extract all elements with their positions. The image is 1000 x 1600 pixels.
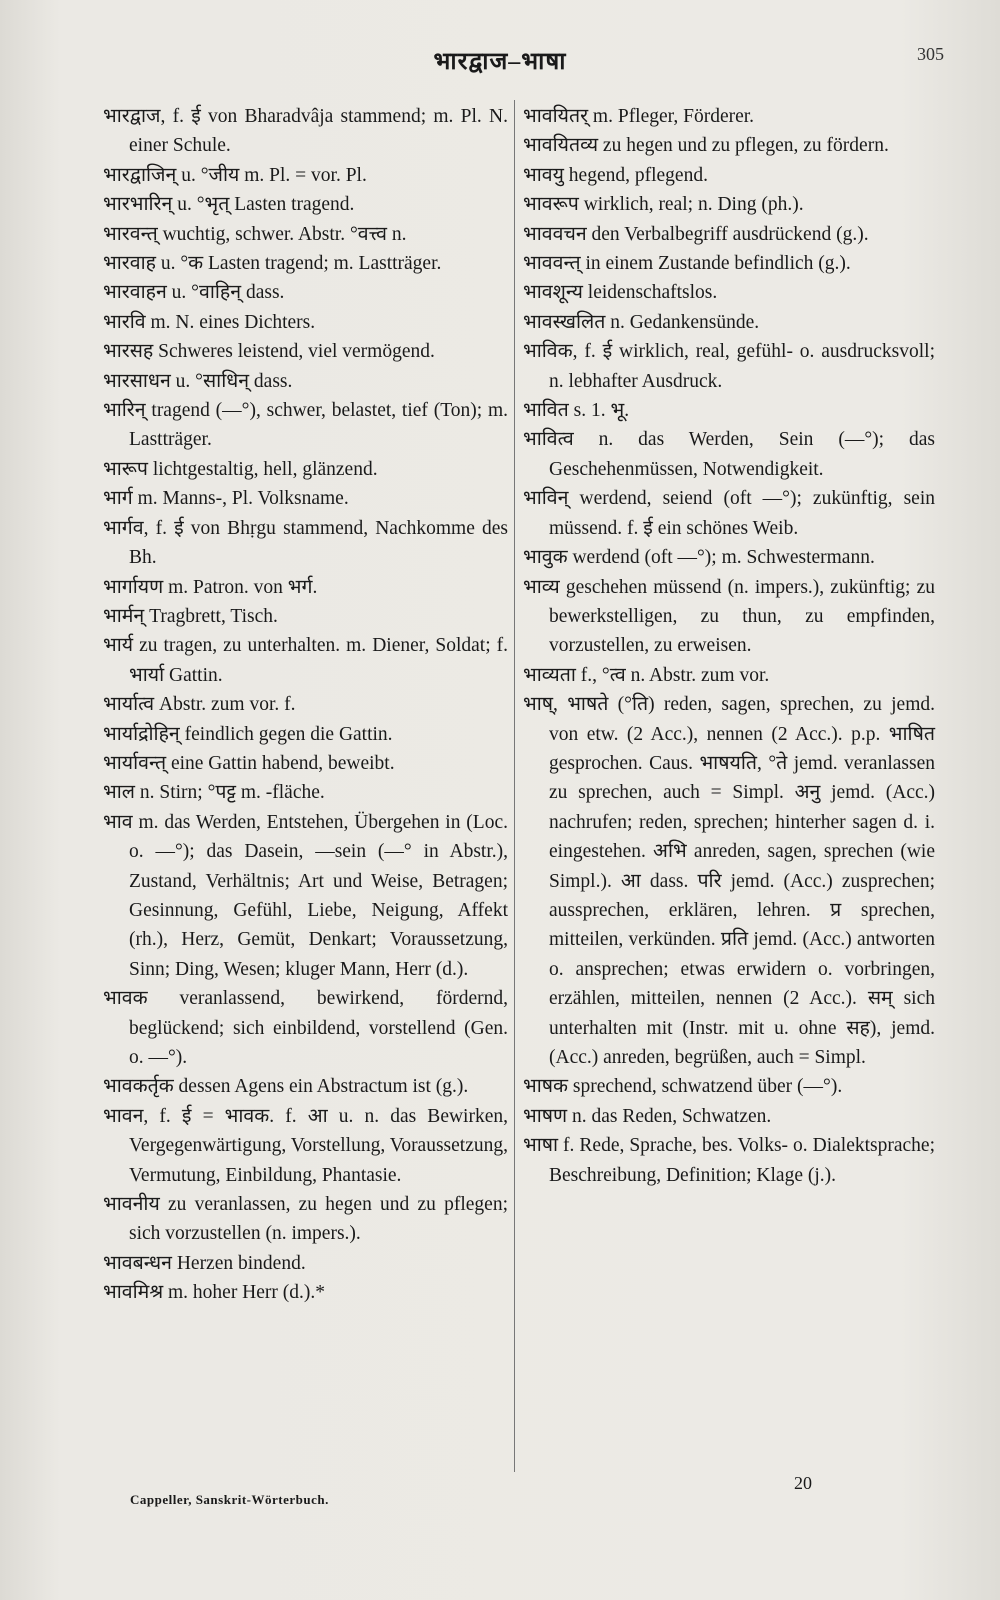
entry-text: भाव m. das Werden, Entstehen, Übergehen in (Loc. o. —°); das Dasein, —sein (—° in Abstr.), Zustand, Verhältnis; Art und Weise, Betragen; Gesinnung, Gefühl, Liebe, Neigung, Affekt (rh.), Herz, Gemüt, Denkart; Voraussetzung, Sinn; Ding, Wesen; kluger Mann, Herr (d.).	[103, 811, 508, 980]
dictionary-entry	[523, 484, 935, 543]
entry-text: भावित्व n. das Werden, Sein (—°); das Geschehenmüssen, Notwendigkeit.	[523, 429, 935, 480]
entry-text: भावन, f. ई = भावक. f. आ u. n. das Bewirken, Vergegenwärtigung, Vorstellung, Voraussetzung, Vermutung, Einbildung, Phantasie.	[103, 1105, 508, 1186]
entry-text: भावरूप wirklich, real; n. Ding (ph.).	[523, 194, 804, 216]
entry-text: भावुक werdend (oft —°); m. Schwestermann.	[523, 547, 875, 569]
dictionary-entry	[103, 367, 508, 396]
publisher-footer: Cappeller, Sanskrit-Wörterbuch.	[130, 1492, 329, 1507]
dictionary-entry	[523, 337, 935, 396]
entry-text: भावकर्तृक dessen Agens ein Abstractum ist (g.).	[103, 1076, 469, 1098]
entry-text: भावयितव्य zu hegen und zu pflegen, zu fördern.	[523, 135, 889, 157]
entry-text: भार्याद्रोहिन् feindlich gegen die Gattin.	[103, 723, 393, 745]
entry-text: भाव्यता f., °त्व n. Abstr. zum vor.	[523, 664, 770, 686]
dictionary-entry	[523, 249, 935, 278]
dictionary-entry	[103, 808, 508, 984]
dictionary-entry	[103, 102, 508, 161]
dictionary-entry	[103, 1278, 508, 1307]
dictionary-entry	[523, 102, 935, 131]
entry-text: भाल n. Stirn; °पट्ट m. -fläche.	[103, 782, 325, 804]
entry-text: भार्गव, f. ई von Bhṛgu stammend, Nachkomme des Bh.	[103, 517, 508, 569]
dictionary-entry	[103, 984, 508, 1072]
entry-text: भार्यात्व Abstr. zum vor. f.	[103, 694, 296, 716]
dictionary-entry	[523, 278, 935, 307]
dictionary-entry	[523, 1072, 935, 1101]
dictionary-entry	[103, 220, 508, 249]
dictionary-entry	[523, 308, 935, 337]
dictionary-entry	[103, 455, 508, 484]
entry-text: भावमिश्र m. hoher Herr (d.).*	[103, 1282, 326, 1304]
page-header-title: भारद्वाज–भाषा	[433, 49, 567, 75]
right-column	[523, 102, 935, 1190]
dictionary-entry	[523, 661, 935, 690]
entry-text: भावबन्धन Herzen bindend.	[103, 1252, 306, 1274]
entry-text: भार्यावन्त् eine Gattin habend, beweibt.	[103, 752, 395, 774]
dictionary-entry	[523, 220, 935, 249]
dictionary-entry	[523, 131, 935, 160]
dictionary-entry	[103, 249, 508, 278]
dictionary-entry	[523, 396, 935, 425]
entry-text: भावित s. 1. भू.	[523, 400, 630, 422]
dictionary-entry	[523, 1131, 935, 1190]
entry-text: भारिन् tragend (—°), schwer, belastet, tief (Ton); m. Lastträger.	[103, 400, 508, 451]
dictionary-entry	[103, 631, 508, 690]
dictionary-entry	[103, 1190, 508, 1249]
dictionary-entry	[103, 190, 508, 219]
dictionary-entry	[523, 190, 935, 219]
dictionary-entry	[103, 1249, 508, 1278]
left-column	[103, 102, 508, 1308]
dictionary-entry	[103, 308, 508, 337]
dictionary-entry	[103, 749, 508, 778]
entry-text: भारद्वाज, f. ई von Bharadvâja stammend; m. Pl. N. einer Schule.	[103, 106, 508, 157]
dictionary-entry	[523, 690, 935, 1072]
dictionary-entry	[523, 573, 935, 661]
entry-text: भावयितर् m. Pfleger, Förderer.	[523, 106, 755, 127]
dictionary-entry	[103, 602, 508, 631]
dictionary-entry	[103, 396, 508, 455]
dictionary-entry	[103, 161, 508, 190]
entry-text: भाषा f. Rede, Sprache, bes. Volks- o. Dialektsprache; Beschreibung, Definition; Klage (j.).	[523, 1135, 935, 1186]
entry-text: भाविक, f. ई wirklich, real, gefühl- o. ausdrucksvoll; n. lebhafter Ausdruck.	[523, 341, 935, 392]
dictionary-entry	[523, 425, 935, 484]
dictionary-entry	[523, 1102, 935, 1131]
entry-text: भार्य zu tragen, zu unterhalten. m. Diener, Soldat; f. भार्या Gattin.	[103, 635, 508, 686]
dictionary-entry	[103, 278, 508, 307]
dictionary-entry	[103, 573, 508, 602]
entry-text: भारसाधन u. °साधिन् dass.	[103, 370, 293, 392]
column-divider	[514, 100, 515, 1472]
entry-text: भाववन्त् in einem Zustande befindlich (g.).	[523, 253, 851, 275]
dictionary-entry	[103, 720, 508, 749]
dictionary-entry	[523, 161, 935, 190]
dictionary-entry	[103, 778, 508, 807]
entry-text: भाष्, भाषते (°ति) reden, sagen, sprechen, zu jemd. von etw. (2 Acc.), nennen (2 Acc.). p.p. भाषित gesprochen. Caus. भाषयति, °ते jemd. veranlassen zu sprechen, auch = Simpl. अनु jemd. (Acc.) nachrufen; reden, sprechen; hinterher sagen d. i. eingestehen. अभि anreden, sagen, sprechen (wie Simpl.). आ dass. परि jemd. (Acc.) zusprechen; aussprechen, erklären, lehren. प्र sprechen, mitteilen, verkünden. प्रति jemd. (Acc.) antworten o. ansprechen; etwas erwidern o. vorbringen, erzählen, mitteilen, nennen (2 Acc.). सम् sich unterhalten mit (Instr. mit u. ohne सह), jemd. (Acc.) anreden, begrüßen, auch = Simpl.	[523, 694, 935, 1068]
entry-text: भारवन्त् wuchtig, schwer. Abstr. °वत्त्व n.	[103, 223, 407, 245]
entry-text: भारसह Schweres leistend, viel vermögend.	[103, 341, 435, 363]
entry-text: भाविन् werdend, seiend (oft —°); zukünftig, sein müssend. f. ई ein schönes Weib.	[523, 488, 935, 539]
entry-text: भारभारिन् u. °भृत् Lasten tragend.	[103, 194, 355, 216]
dictionary-entry	[103, 484, 508, 513]
entry-text: भावयु hegend, pflegend.	[523, 164, 708, 186]
entry-text: भारवाह u. °क Lasten tragend; m. Lastträger.	[103, 253, 442, 275]
entry-text: भाववचन den Verbalbegriff ausdrückend (g.).	[523, 223, 869, 245]
dictionary-entry	[103, 690, 508, 719]
dictionary-entry	[103, 514, 508, 573]
entry-text: भारूप lichtgestaltig, hell, glänzend.	[103, 458, 378, 480]
dictionary-entry	[103, 337, 508, 366]
entry-text: भारवि m. N. eines Dichters.	[103, 311, 316, 333]
entry-text: भावस्खलित n. Gedankensünde.	[523, 311, 760, 333]
entry-text: भारवाहन u. °वाहिन् dass.	[103, 282, 285, 304]
entry-text: भार्मन् Tragbrett, Tisch.	[103, 605, 278, 627]
entry-text: भार्गायण m. Patron. von भर्ग.	[103, 576, 318, 598]
entry-text: भाव्य geschehen müssend (n. impers.), zukünftig; zu bewerkstelligen, zu thun, zu empfinden, vorzustellen, zu erweisen.	[523, 576, 935, 657]
entry-text: भावक veranlassend, bewirkend, fördernd, beglückend; sich einbildend, vorstellend (Gen. o. —°).	[103, 988, 508, 1068]
entry-text: भावशून्य leidenschaftslos.	[523, 282, 718, 304]
entry-text: भाषण n. das Reden, Schwatzen.	[523, 1105, 772, 1127]
dictionary-entry	[103, 1102, 508, 1190]
entry-text: भाषक sprechend, schwatzend über (—°).	[523, 1076, 843, 1098]
dictionary-entry	[103, 1072, 508, 1101]
entry-text: भार्ग m. Manns-, Pl. Volksname.	[103, 488, 349, 510]
entry-text: भारद्वाजिन् u. °जीय m. Pl. = vor. Pl.	[103, 164, 367, 186]
dictionary-entry	[523, 543, 935, 572]
sheet-signature: 20	[794, 1473, 812, 1493]
entry-text: भावनीय zu veranlassen, zu hegen und zu pflegen; sich vorzustellen (n. impers.).	[103, 1194, 508, 1245]
page-number: 305	[917, 44, 944, 64]
